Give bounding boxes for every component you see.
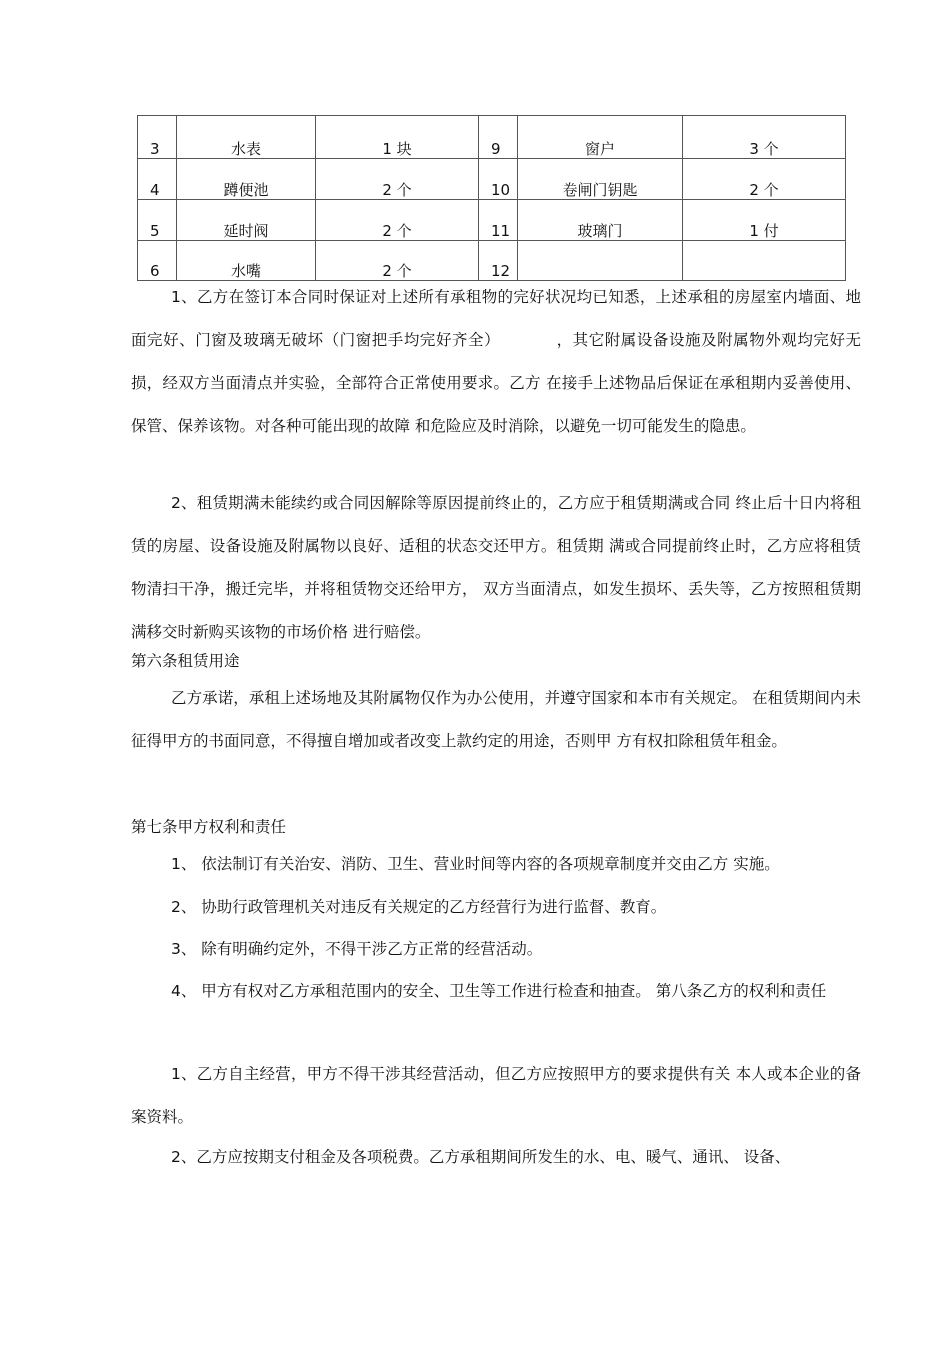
table-row: [138, 159, 846, 200]
table-row: [138, 200, 846, 241]
section-heading: 第七条甲方权利和责任: [131, 818, 287, 836]
clause-paragraph: 3、 除有明确约定外，不得干涉乙方正常的经营活动。: [171, 940, 543, 958]
clause-paragraph: 乙方承诺，承租上述场地及其附属物仅作为办公使用，并遵守国家和本市有关规定。 在租赁期间内未征得甲方的书面同意，不得擅自增加或者改变上款约定的用途，否则甲 方有权扣除租赁年租金。: [131, 689, 861, 750]
table-row: [138, 116, 846, 159]
item-name: 玻璃门: [518, 200, 683, 241]
clause-paragraph: 1、乙方在签订本合同时保证对上述所有承租物的完好状况均已知悉，上述承租的房屋室内墙面、地面完好、门窗及玻璃无破坏（门窗把手均完好齐全） ，其它附属设备设施及附属物外观均完好无损，经双方当面清点并实验，全部符合正常使用要求。乙方 在接手上述物品后保证在承租期内妥善使用、保管、保养该物。对各种可能出现的故障 和危险应及时消除，以避免一切可能发生的隐患。: [131, 288, 861, 435]
item-name: 蹲便池: [177, 159, 316, 200]
clause-paragraph: 2、 协助行政管理机关对违反有关规定的乙方经营行为进行监督、教育。: [171, 898, 667, 916]
item-quantity: 2 个: [316, 159, 479, 200]
item-number: 9: [479, 116, 518, 159]
item-number: 6: [138, 241, 177, 281]
item-number: 12: [479, 241, 518, 281]
item-number: 10: [479, 159, 518, 200]
clause-paragraph: 2、租赁期满未能续约或合同因解除等原因提前终止的，乙方应于租赁期满或合同 终止后十日内将租赁的房屋、设备设施及附属物以良好、适租的状态交还甲方。租赁期 满或合同提前终止时，乙方应将租赁物清扫干净，搬迁完毕，并将租赁物交还给甲方， 双方当面清点，如发生损坏、丢失等，乙方按照租赁期满移交时新购买该物的市场价格 进行赔偿。: [131, 494, 861, 641]
item-name: 卷闸门钥匙: [518, 159, 683, 200]
table-row: [138, 241, 846, 281]
item-quantity: 2 个: [683, 159, 846, 200]
item-quantity: 2 个: [316, 241, 479, 281]
item-quantity: 1 付: [683, 200, 846, 241]
item-name: 延时阀: [177, 200, 316, 241]
clause-paragraph: 4、 甲方有权对乙方承租范围内的安全、卫生等工作进行检查和抽查。 第八条乙方的权利和责任: [171, 982, 827, 1000]
item-quantity: 3 个: [683, 116, 846, 159]
item-quantity: [683, 241, 846, 281]
item-name: 窗户: [518, 116, 683, 159]
item-number: 4: [138, 159, 177, 200]
item-number: 3: [138, 116, 177, 159]
item-quantity: 1 块: [316, 116, 479, 159]
section-heading: 第六条租赁用途: [131, 652, 240, 670]
clause-paragraph: 2、乙方应按期支付租金及各项税费。乙方承租期间所发生的水、电、暖气、通讯、 设备、: [171, 1148, 791, 1166]
item-name: 水嘴: [177, 241, 316, 281]
clause-paragraph: 1、乙方自主经营，甲方不得干涉其经营活动，但乙方应按照甲方的要求提供有关 本人或本企业的备案资料。: [131, 1065, 861, 1126]
inventory-table: [137, 115, 846, 281]
item-number: 11: [479, 200, 518, 241]
item-quantity: 2 个: [316, 200, 479, 241]
item-name: 水表: [177, 116, 316, 159]
item-name: [518, 241, 683, 281]
clause-paragraph: 1、 依法制订有关治安、消防、卫生、营业时间等内容的各项规章制度并交由乙方 实施。: [171, 855, 780, 873]
item-number: 5: [138, 200, 177, 241]
